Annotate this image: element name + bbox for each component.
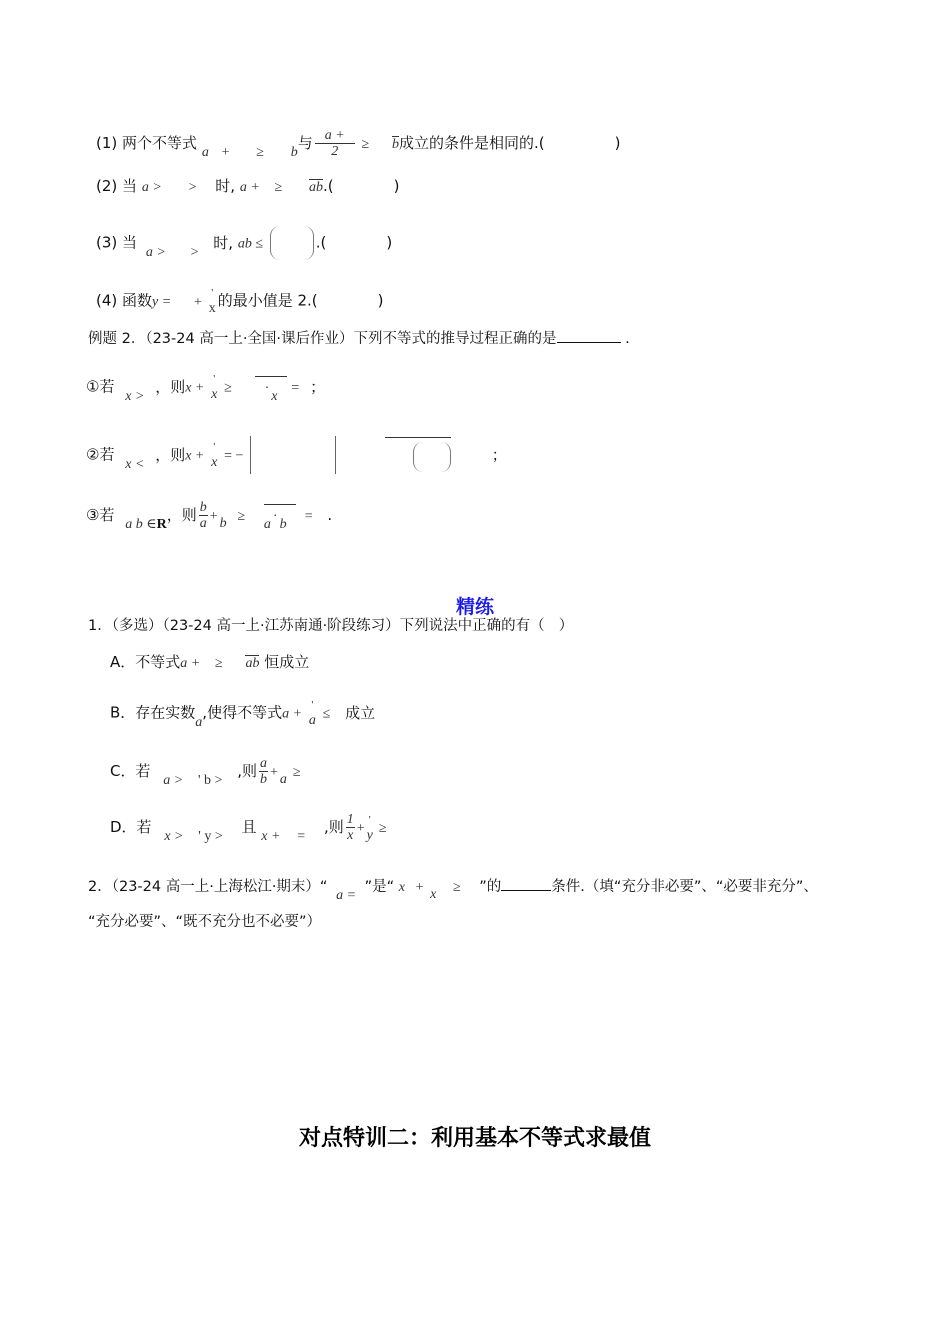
question-text: 两个不等式: [122, 134, 198, 152]
math-op: =: [297, 829, 306, 844]
answer-paren: ）: [558, 618, 574, 634]
fraction-numerator: b: [199, 500, 207, 515]
option-text: 恒成立: [264, 653, 310, 671]
example-2-case-3: [86, 500, 332, 531]
bracket-group: [250, 436, 336, 474]
math-op: ≥: [224, 380, 232, 396]
option-d: [110, 812, 387, 843]
question-text: 时,: [215, 177, 236, 195]
case-text: .: [327, 506, 333, 524]
example-2-case-1: [86, 372, 325, 402]
fraction-denominator: x: [208, 301, 216, 316]
example-text: .: [625, 331, 630, 347]
practice-question-1: [88, 616, 573, 636]
option-label: C．若: [110, 762, 151, 780]
option-c: [110, 756, 301, 787]
math-expr: a >: [145, 244, 166, 260]
radical: ab: [245, 656, 260, 671]
math-expr: y =: [152, 294, 172, 310]
fraction-numerator: ': [213, 441, 216, 453]
fraction-numerator: ': [368, 813, 371, 826]
fraction: [209, 286, 216, 316]
math-op: >: [190, 244, 199, 260]
case-label: ②若: [86, 445, 115, 464]
option-text: ,使得不等式: [202, 703, 283, 722]
radical: [263, 504, 296, 532]
math-op: +: [221, 145, 230, 160]
question-text: 成立的条件是相同的.(: [398, 134, 545, 152]
option-text: ,则: [237, 762, 257, 780]
question-text: 当: [122, 233, 138, 252]
math-expr: ' y >: [198, 829, 223, 844]
math-expr: x <: [125, 456, 145, 472]
fraction: [211, 440, 217, 470]
answer-paren: ): [614, 134, 621, 152]
math-var: a: [201, 145, 209, 160]
fraction-denominator: a: [279, 771, 287, 787]
question-4: [96, 286, 383, 316]
fraction-denominator: 2: [331, 144, 339, 159]
math-expr: a +: [180, 656, 201, 671]
fraction-denominator: b: [219, 515, 227, 531]
case-text: 则: [181, 506, 197, 524]
case-text: ；: [310, 377, 326, 396]
question-2: [96, 176, 400, 198]
math-op: ·: [264, 380, 270, 396]
math-op: +: [415, 880, 424, 895]
math-op: =: [291, 380, 300, 396]
case-text: ，则: [155, 445, 186, 464]
question-text: ”的: [479, 879, 502, 895]
example-text: 例题 2．（23-24 高一上·全国·课后作业）下列不等式的推导过程正确的是: [88, 331, 557, 347]
math-expr: a +: [239, 180, 260, 195]
fraction-denominator: a: [308, 713, 316, 728]
math-expr: x >: [125, 388, 145, 404]
math-op: =: [304, 509, 313, 524]
question-text: .(: [315, 233, 327, 252]
fraction: [199, 500, 208, 531]
option-label: B．存在实数: [110, 703, 196, 722]
answer-paren: ): [386, 233, 393, 252]
fraction-denominator: y: [366, 827, 373, 843]
math-op: ·: [272, 509, 278, 524]
question-text: 的最小值是 2.(: [217, 291, 318, 310]
math-expr: ab ≤: [237, 236, 263, 252]
option-text: 且: [241, 818, 257, 836]
math-expr: a >: [163, 773, 184, 788]
answer-paren: ): [393, 177, 400, 195]
fraction-denominator: x: [430, 887, 437, 902]
option-text: ,则: [323, 818, 344, 836]
question-text: 1．（多选）（23-24 高一上·江苏南通·阶段练习）下列说法中正确的有（: [88, 618, 545, 634]
fraction: [430, 872, 436, 902]
option-a: [110, 652, 309, 674]
answer-blank: [501, 876, 551, 891]
math-op: +: [209, 509, 218, 524]
answer-blank: [557, 328, 621, 343]
fraction: [259, 756, 268, 787]
math-op: ≥: [452, 880, 461, 895]
math-var: a: [263, 517, 271, 532]
case-text: ，则: [155, 377, 186, 396]
fraction-denominator: x: [211, 387, 218, 402]
math-op: ≥: [274, 180, 283, 195]
math-expr: x +: [261, 829, 281, 844]
fraction-numerator: ': [213, 373, 216, 385]
math-expr: a b ∈: [125, 517, 157, 532]
fraction-numerator: ': [311, 699, 314, 711]
math-op: ≥: [378, 821, 387, 836]
math-expr: a +: [282, 706, 303, 722]
practice-heading: 精练: [455, 596, 494, 618]
fraction: [280, 757, 287, 787]
question-number: (1): [96, 134, 118, 152]
math-expr: a >: [141, 180, 162, 195]
fraction-numerator: ': [211, 287, 214, 299]
radical: [385, 437, 451, 474]
fraction-numerator: a: [259, 756, 267, 771]
math-op: +: [269, 765, 278, 780]
math-set: R: [156, 517, 167, 532]
fraction-denominator: b: [259, 772, 267, 787]
fraction-denominator: x: [347, 828, 354, 843]
math-expr: x +: [185, 380, 205, 396]
example-2-prompt: [88, 328, 630, 349]
math-op: >: [188, 180, 197, 195]
fraction: [346, 812, 355, 843]
question-text: 时,: [213, 233, 234, 252]
question-text: 当: [122, 177, 138, 195]
practice-question-2-cont: [88, 912, 321, 932]
question-text: 函数: [122, 291, 153, 310]
question-number: (2): [96, 177, 118, 195]
option-label: D．若: [110, 818, 152, 836]
math-var: b: [290, 145, 298, 160]
radical: b: [391, 137, 399, 152]
radical: ab: [309, 180, 324, 195]
answer-paren: ): [377, 291, 384, 310]
section-title: 对点特训二：利用基本不等式求最值: [298, 1126, 651, 1151]
math-op: ≥: [237, 509, 246, 524]
math-expr: x +: [185, 448, 205, 464]
question-text: 与: [297, 134, 313, 152]
fraction: [211, 372, 217, 402]
fraction-denominator: a: [199, 516, 207, 531]
practice-question-2: [88, 872, 818, 902]
paren-group: [270, 226, 314, 260]
math-op: ≥: [292, 765, 301, 780]
fraction: [315, 128, 355, 159]
case-label: ①若: [86, 377, 115, 396]
question-3: [96, 226, 392, 260]
math-op: ≤: [322, 706, 331, 722]
math-op: +: [356, 821, 365, 836]
radical: [255, 376, 287, 404]
question-1: [96, 128, 620, 159]
fraction: [220, 501, 227, 531]
fraction: [309, 698, 316, 728]
math-expr: a =: [336, 888, 357, 903]
case-label: ③若: [86, 506, 115, 524]
option-b: [110, 698, 375, 728]
math-op: = −: [224, 448, 244, 464]
math-expr: x >: [164, 829, 184, 844]
option-text: 成立: [345, 703, 376, 722]
question-text: 2．（23-24 高一上·上海松江·期末）“: [88, 879, 328, 895]
example-2-case-2: [86, 436, 507, 474]
case-text: ；: [491, 445, 507, 464]
math-expr: ' b >: [198, 773, 223, 788]
math-op: ≥: [361, 137, 370, 152]
math-op: +: [194, 294, 202, 310]
fraction-numerator: a +: [315, 128, 355, 144]
option-label: A．不等式: [110, 653, 181, 671]
paren-group: [413, 442, 451, 472]
fraction-numerator: 1: [346, 812, 354, 827]
fraction: [367, 813, 373, 843]
question-text: “充分必要”、“既不充分也不必要”）: [88, 914, 322, 930]
question-text: 条件.（填“充分非必要”、“必要非充分”、: [551, 879, 818, 895]
question-number: (3): [96, 233, 118, 252]
question-text: ”是“: [364, 879, 395, 895]
question-text: .(: [323, 177, 334, 195]
math-op: ≥: [215, 656, 223, 671]
question-number: (4): [96, 291, 118, 310]
math-var: a: [195, 714, 203, 730]
math-var: x: [398, 880, 405, 895]
fraction-denominator: x: [211, 455, 218, 470]
math-var: b: [279, 517, 287, 532]
math-var: x: [271, 388, 278, 404]
math-op: ≥: [256, 145, 264, 160]
case-text: ，: [166, 506, 182, 524]
